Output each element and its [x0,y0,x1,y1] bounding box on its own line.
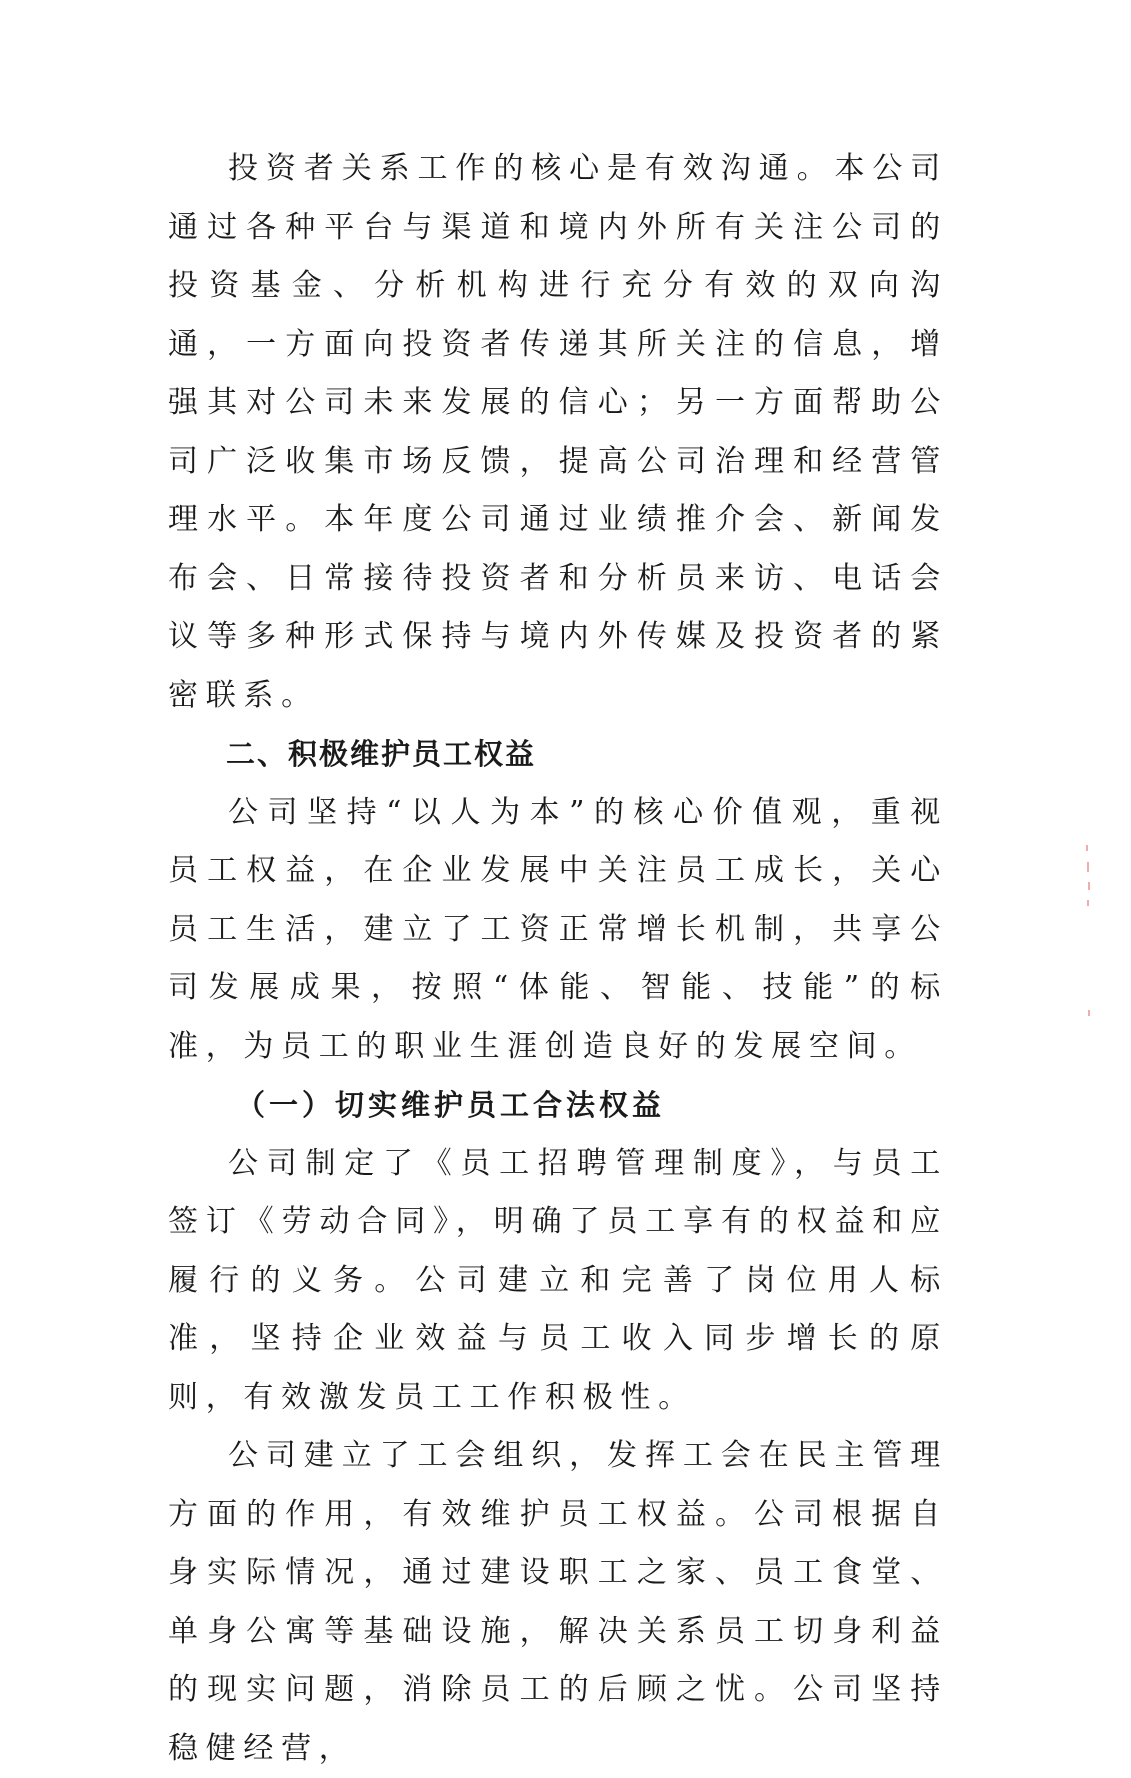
margin-stamp-mark [1087,900,1089,906]
paragraph-recruitment-system: 公司制定了《员工招聘管理制度》，与员工签订《劳动合同》，明确了员工享有的权益和应履行的义务。公司建立和完善了岗位用人标准，坚持企业效益与员工收入同步增长的原则，有效激发员工工作积极性。 [168,1145,948,1415]
subsection-heading-legal-rights: （一）切实维护员工合法权益 [236,1088,666,1122]
paragraph-people-oriented: 公司坚持“以人为本”的核心价值观，重视员工权益，在企业发展中关注员工成长，关心员工生活，建立了工资正常增长机制，共享公司发展成果，按照“体能、智能、技能”的标准，为员工的职业生涯创造良好的发展空间。 [168,794,948,1064]
margin-stamp-mark [1086,845,1088,851]
document-page [168,140,948,1766]
margin-stamp-mark [1088,882,1090,890]
paragraph-labor-union: 公司建立了工会组织，发挥工会在民主管理方面的作用，有效维护员工权益。公司根据自身实际情况，通过建设职工之家、员工食堂、单身公寓等基础设施，解决关系员工切身利益的现实问题，消除员工的后顾之忧。公司坚持稳健经营， [168,1438,948,1766]
section-heading-employee-rights: 二、积极维护员工权益 [226,737,537,771]
margin-stamp-mark [1087,862,1089,872]
paragraph-investor-relations: 投资者关系工作的核心是有效沟通。本公司通过各种平台与渠道和境内外所有关注公司的投资基金、分析机构进行充分有效的双向沟通，一方面向投资者传递其所关注的信息，增强其对公司未来发展的信心；另一方面帮助公司广泛收集市场反馈，提高公司治理和经营管理水平。本年度公司通过业绩推介会、新闻发布会、日常接待投资者和分析员来访、电话会议等多种形式保持与境内外传媒及投资者的紧密联系。 [168,151,948,713]
margin-stamp-mark [1088,1010,1090,1016]
